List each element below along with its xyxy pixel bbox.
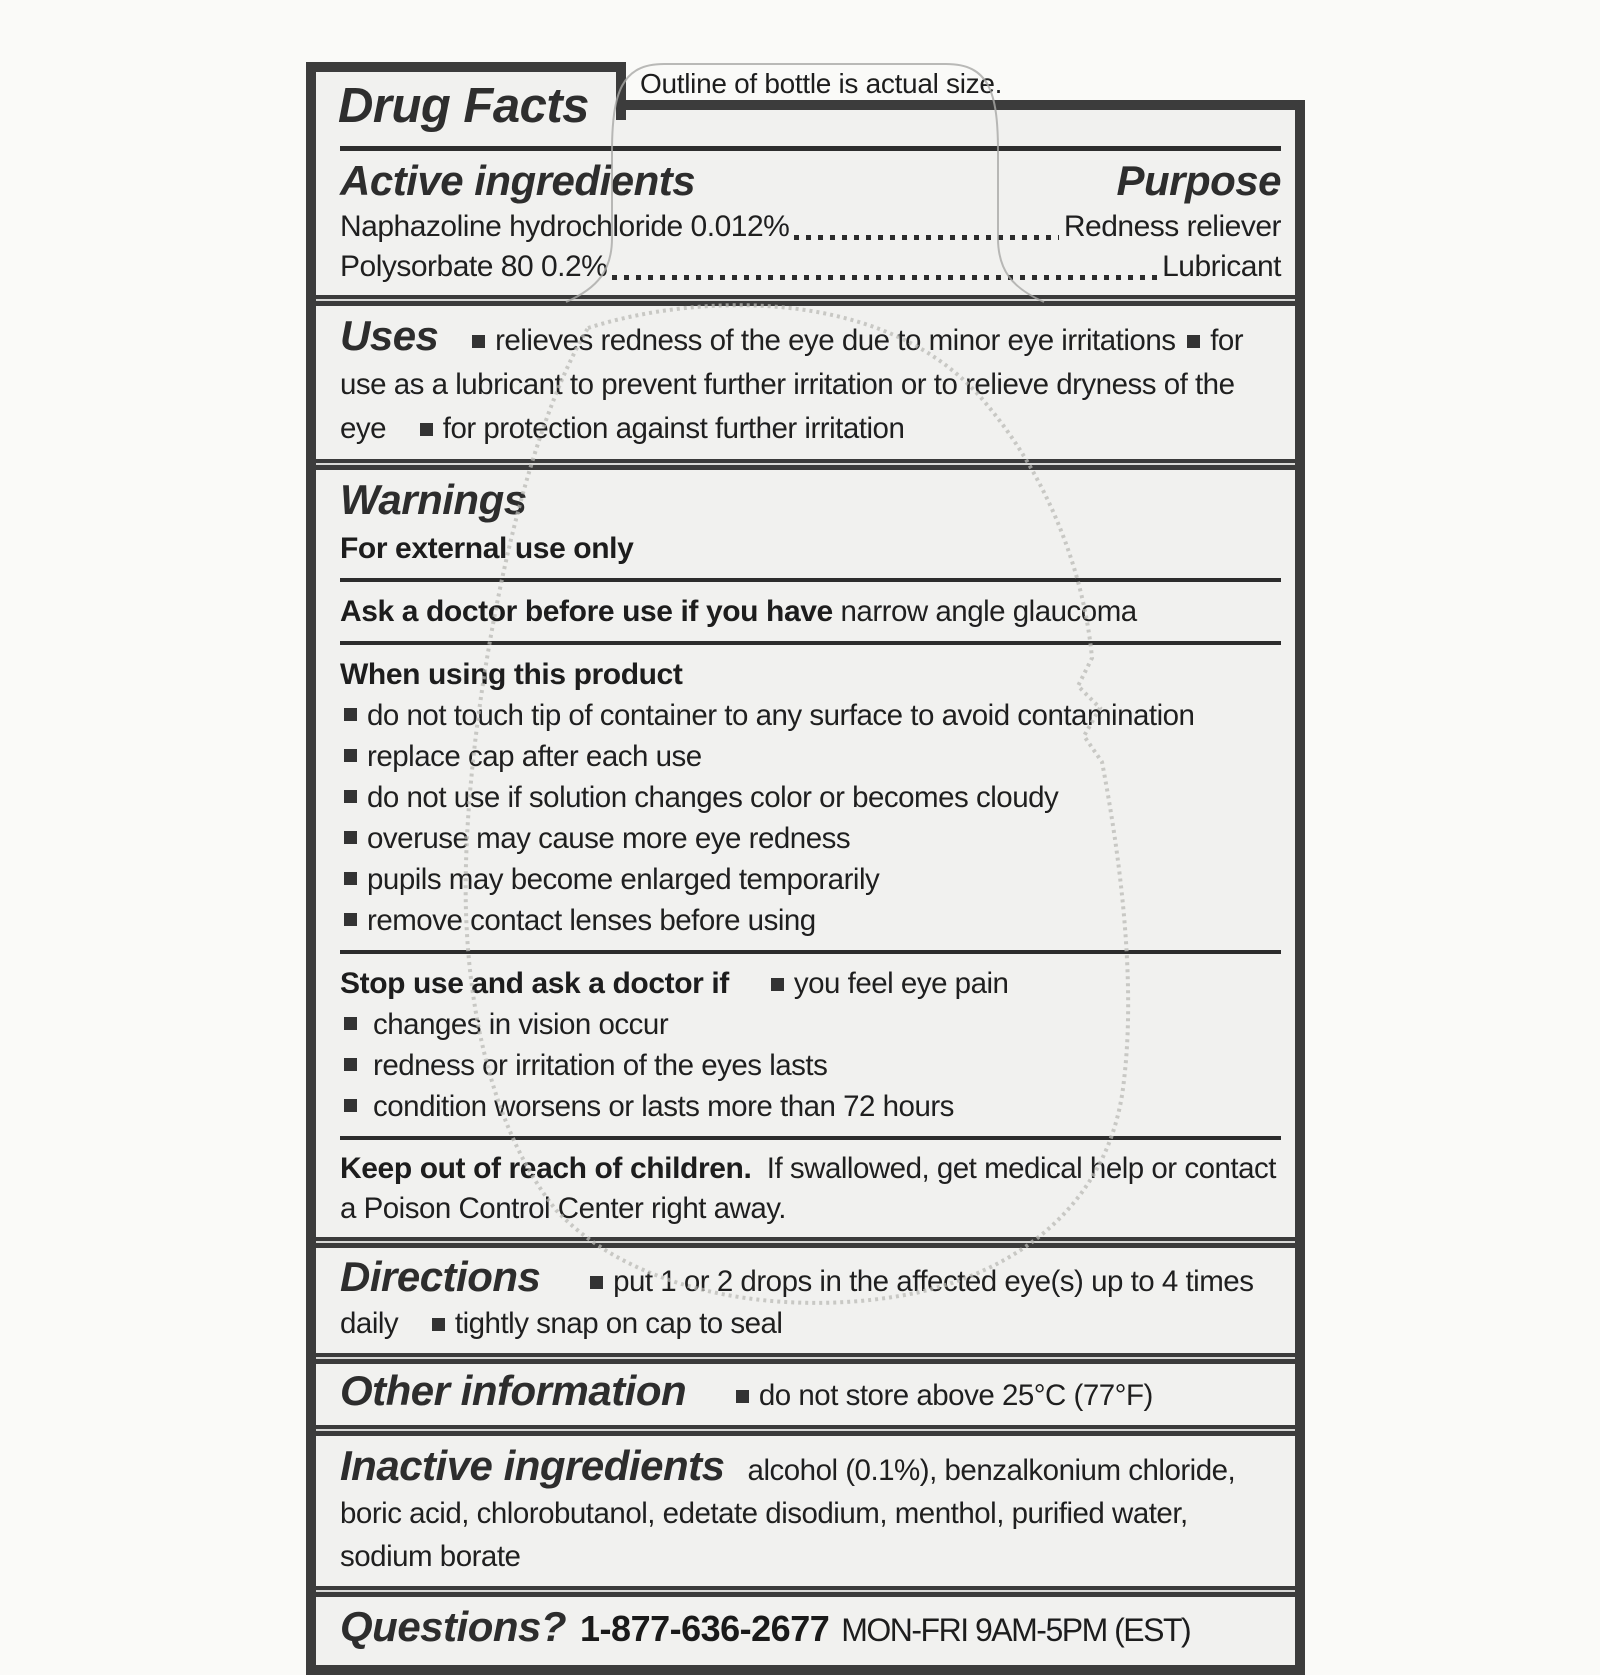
square-bullet-icon [432,1318,445,1331]
drug-facts-title: Drug Facts [338,79,589,133]
list-item [340,900,1281,941]
warning-rule [340,1136,1281,1140]
bottle-size-note: Outline of bottle is actual size. [640,68,1003,99]
ingredient-row [340,247,1281,287]
square-bullet-icon [344,708,357,721]
section-divider [316,1425,1295,1436]
square-bullet-icon [344,790,357,803]
section-inactive-ingredients [316,1436,1295,1586]
keep-out-text: If swallowed, get medical help or contact a Poison Control Center right away. [340,1152,1276,1225]
section-divider [316,1353,1295,1364]
list-item-text: replace cap after each use [367,740,702,773]
uses-item: relieves redness of the eye due to minor eye irritations [495,324,1176,357]
square-bullet-icon [771,978,784,991]
section-questions [316,1597,1295,1665]
questions-hours: MON-FRI 9AM-5PM (EST) [841,1612,1191,1648]
ask-doctor-line [340,591,1281,632]
list-item [340,777,1281,818]
section-divider [316,295,1295,306]
ingredient-purpose: Lubricant [1162,250,1281,283]
directions-heading: Directions [340,1253,541,1300]
section-divider [316,459,1295,470]
section-other-information [316,1364,1295,1425]
list-item [340,859,1281,900]
stop-use-list [340,1004,1281,1127]
square-bullet-icon [344,1099,357,1112]
questions-phone: 1-877-636-2677 [580,1608,830,1649]
square-bullet-icon [344,913,357,926]
active-ingredients-heading: Active ingredients [340,157,696,204]
stop-use-line [340,963,1281,1004]
list-item-text: changes in vision occur [373,1008,669,1041]
dot-leader [612,275,1157,280]
when-using-subhead: When using this product [340,658,683,691]
list-item-text: do not use if solution changes color or becomes cloudy [367,781,1059,814]
square-bullet-icon [344,831,357,844]
inactive-ingredients-text: alcohol (0.1%), benzalkonium chloride, boric acid, chlorobutanol, edetate disodium, menthol, purified water, sodium borate [340,1454,1236,1573]
directions-item: put 1 or 2 drops in the affected eye(s) up to 4 times daily [340,1265,1254,1340]
ingredient-name: Naphazoline hydrochloride 0.012% [340,210,790,243]
other-information-item: do not store above 25°C (77°F) [758,1379,1153,1412]
list-item [340,1004,1281,1045]
when-using-list [340,695,1281,941]
keep-out-block [340,1149,1281,1229]
list-item-text: do not touch tip of container to any surface to avoid contamination [367,699,1195,732]
list-item [340,1086,1281,1127]
list-item-text: condition worsens or lasts more than 72 hours [373,1090,954,1123]
square-bullet-icon [472,335,485,348]
uses-item: for use as a lubricant to prevent further irritation or to relieve dryness of the eye [340,324,1244,445]
stop-use-inline-item: you feel eye pain [793,967,1009,1000]
list-item-text: pupils may become enlarged temporarily [367,863,880,896]
ask-doctor-subhead: Ask a doctor before use if you have [340,595,833,628]
section-active-ingredients [316,146,1295,295]
section-warnings [316,470,1295,1237]
title-rule [340,146,1281,151]
warning-rule [340,578,1281,582]
uses-item: for protection against further irritation [442,412,905,445]
square-bullet-icon [344,1017,357,1030]
drug-facts-panel [306,68,1305,1675]
ingredient-row [340,207,1281,247]
uses-heading: Uses [340,312,439,359]
ingredient-purpose: Redness reliever [1063,210,1281,243]
square-bullet-icon [344,1058,357,1071]
square-bullet-icon [736,1390,749,1403]
warnings-heading: Warnings [340,476,527,523]
drug-facts-tab [306,62,626,133]
section-directions [316,1248,1295,1353]
square-bullet-icon [590,1276,603,1289]
square-bullet-icon [1187,335,1200,348]
active-ingredients-header-row [340,157,1281,205]
questions-heading: Questions? [340,1603,567,1650]
ingredient-name: Polysorbate 80 0.2% [340,250,608,283]
list-item-text: remove contact lenses before using [367,904,816,937]
list-item [340,736,1281,777]
square-bullet-icon [420,423,433,436]
ask-doctor-condition: narrow angle glaucoma [840,595,1137,628]
square-bullet-icon [344,872,357,885]
external-use-subhead: For external use only [340,532,634,565]
warning-rule [340,641,1281,645]
list-item-text: overuse may cause more eye redness [367,822,851,855]
list-item [340,1045,1281,1086]
list-item-text: redness or irritation of the eyes lasts [373,1049,828,1082]
directions-item: tightly snap on cap to seal [454,1307,783,1340]
list-item [340,818,1281,859]
section-divider [316,1586,1295,1597]
list-item [340,695,1281,736]
square-bullet-icon [344,749,357,762]
warning-rule [340,950,1281,954]
other-information-heading: Other information [340,1367,687,1414]
dot-leader [794,235,1059,240]
section-uses [316,306,1295,459]
stop-use-subhead: Stop use and ask a doctor if [340,967,729,1000]
purpose-heading: Purpose [1116,157,1281,204]
inactive-ingredients-heading: Inactive ingredients [340,1442,725,1489]
section-divider [316,1237,1295,1248]
keep-out-subhead: Keep out of reach of children. [340,1152,752,1185]
